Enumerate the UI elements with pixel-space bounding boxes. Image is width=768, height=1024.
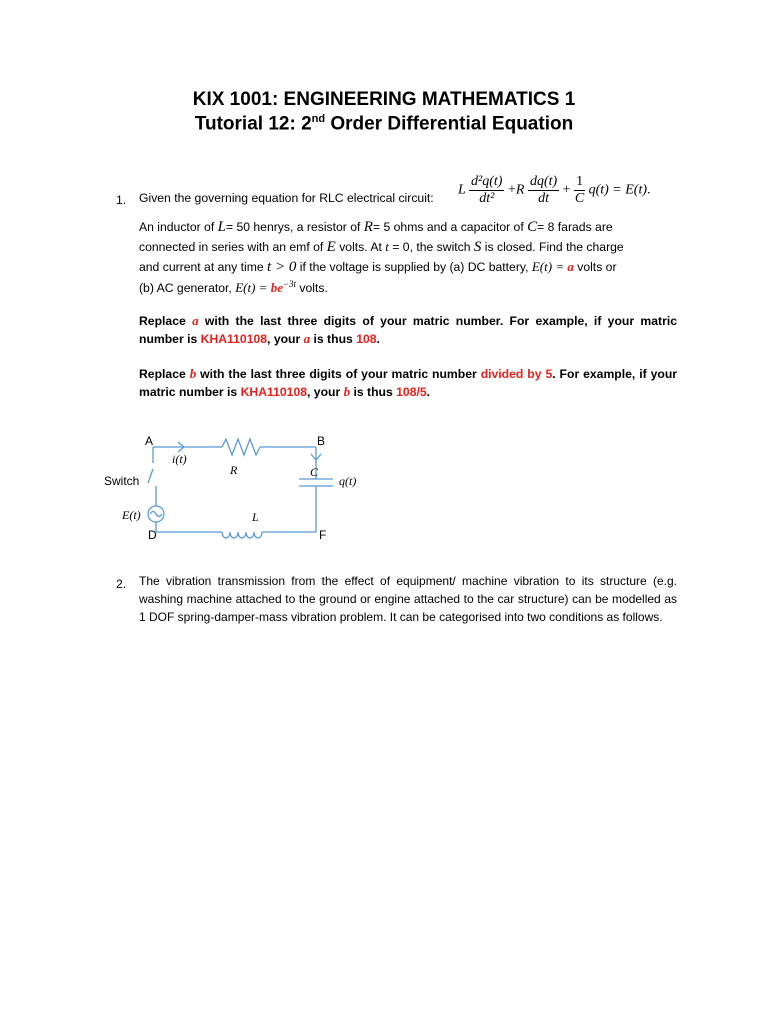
- question-2-number: 2.: [116, 577, 127, 591]
- note-replace-b: Replace b with the last three digits of your matric number divided by 5. For example, if your matric number is KHA110108, your b is thus 108/5.: [139, 366, 678, 399]
- note-replace-a: Replace a with the last three digits of your matric number. For example, if your matric number is KHA110108, your a is thus 108.: [139, 313, 677, 346]
- ac-source-wave: [150, 512, 162, 517]
- question-1-number: 1.: [116, 193, 127, 207]
- question-1-line-5: (b) AC generator, $E(t) = be^{-3t}$ volts.: [139, 279, 328, 296]
- inductor-label: L: [252, 510, 259, 524]
- question-1-line-3: connected in series with an emf of E volts. At t = 0, the switch S is closed. Find the charge: [139, 239, 624, 255]
- current-label: i(t): [172, 452, 187, 466]
- question-1-line-2: An inductor of L= 50 henrys, a resistor of R= 5 ohms and a capacitor of C= 8 farads are: [139, 219, 613, 235]
- node-a-label: A: [145, 434, 154, 448]
- title-line-1: KIX 1001: ENGINEERING MATHEMATICS 1: [192, 89, 576, 110]
- switch-blade: [148, 469, 153, 483]
- inductor-symbol: [222, 532, 262, 538]
- rlc-equation: L $\frac{\text{d²q(t)}}{\text{dt²}}$ +R $\frac{dq(t)}{dt}$ + $\frac{1}{C}$ q(t) = E(t).: [458, 174, 651, 206]
- charge-label: q(t): [339, 474, 357, 488]
- title-line-2: Tutorial 12: 2nd Order Differential Equation: [194, 113, 574, 135]
- question-2-text: The vibration transmission from the effect of equipment/ machine vibration to its structure (e.g. washing machine attached to the ground or engine attached to the car structure) can be modelled as 1 DOF spring-damper-mass vibration problem. It can be categorised into two conditions as follows.: [139, 574, 677, 624]
- node-b-label: B: [317, 434, 326, 448]
- switch-label: Switch: [104, 474, 140, 488]
- resistor-label: R: [230, 463, 238, 477]
- question-1-line-4: and current at any time t > 0 if the voltage is supplied by (a) DC battery, E(t) = a volts or: [139, 259, 617, 275]
- source-label: E(t): [122, 508, 141, 522]
- node-d-label: D: [148, 528, 157, 542]
- node-f-label: F: [319, 528, 327, 542]
- capacitor-label: C: [310, 465, 319, 479]
- question-1-intro: Given the governing equation for RLC electrical circuit:: [139, 191, 434, 205]
- resistor-symbol: [222, 439, 260, 455]
